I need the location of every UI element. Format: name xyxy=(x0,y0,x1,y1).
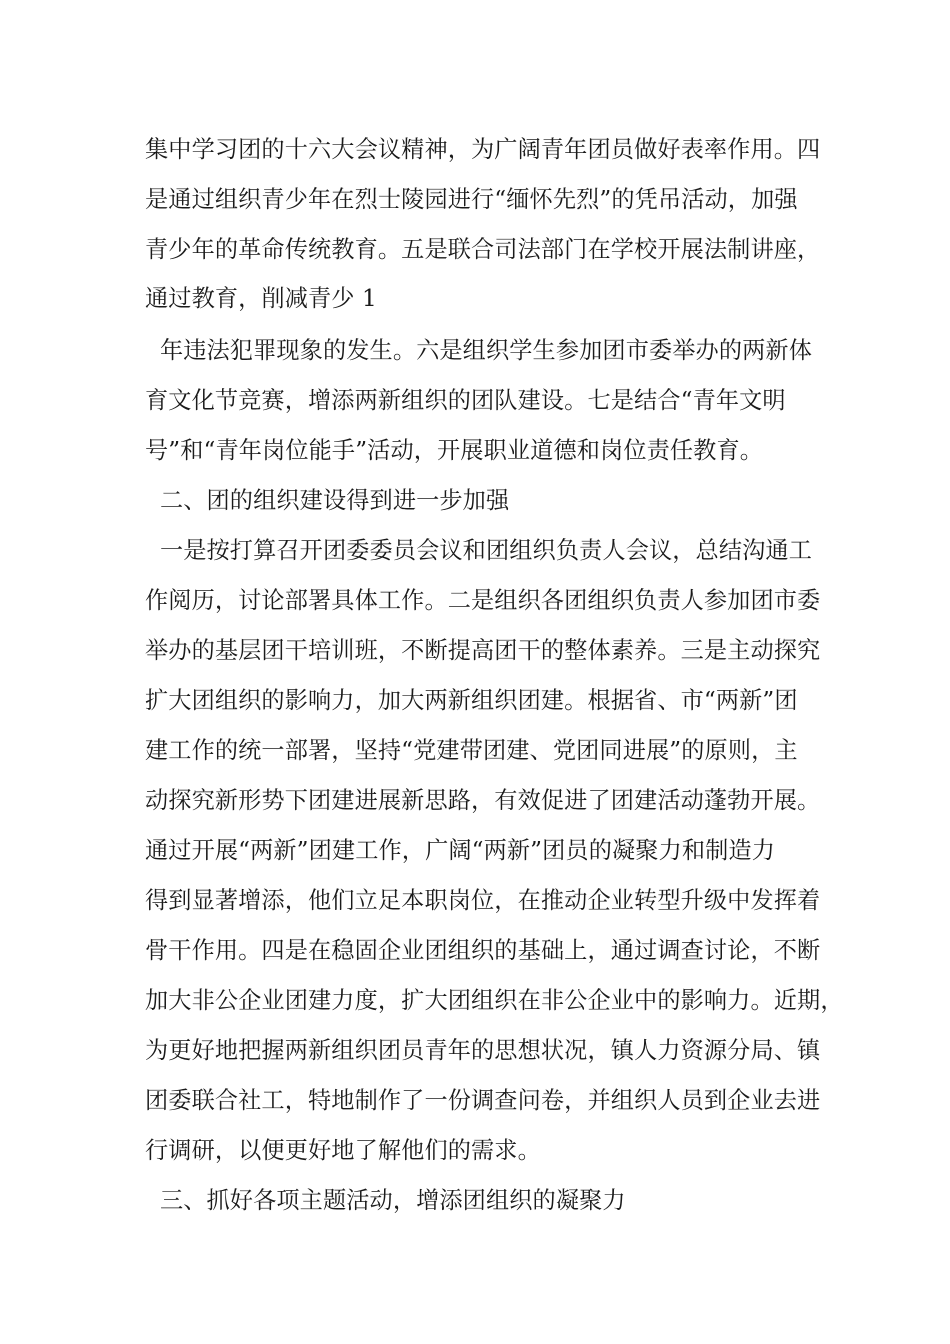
text-line: 骨干作用。四是在稳固企业团组织的基础上，通过调查讨论，不断 xyxy=(145,937,821,964)
text-line: 为更好地把握两新组织团员青年的思想状况，镇人力资源分局、镇 xyxy=(145,1037,821,1064)
text-line: 行调研，以便更好地了解他们的需求。 xyxy=(145,1137,541,1164)
text-line: 号”和“青年岗位能手”活动，开展职业道德和岗位责任教育。 xyxy=(145,437,764,464)
text-line: 扩大团组织的影响力，加大两新组织团建。根据省、市“两新”团 xyxy=(145,687,798,714)
text-line: 得到显著增添，他们立足本职岗位，在推动企业转型升级中发挥着 xyxy=(145,887,821,914)
text-line: 通过教育，削减青少 1 xyxy=(145,285,377,312)
text-line: 年违法犯罪现象的发生。六是组织学生参加团市委举办的两新体 xyxy=(145,337,812,364)
text-line: 集中学习团的十六大会议精神，为广阔青年团员做好表率作用。四 xyxy=(145,136,821,163)
text-line: 一是按打算召开团委委员会议和团组织负责人会议，总结沟通工 xyxy=(145,537,812,564)
text-line: 是通过组织青少年在烈士陵园进行“缅怀先烈”的凭吊活动，加强 xyxy=(145,186,798,213)
text-line: 举办的基层团干培训班，不断提高团干的整体素养。三是主动探究 xyxy=(145,637,821,664)
section-heading: 三、抓好各项主题活动，增添团组织的凝聚力 xyxy=(145,1187,626,1214)
text-line: 育文化节竞赛，增添两新组织的团队建设。七是结合“青年文明 xyxy=(145,387,786,414)
text-line: 建工作的统一部署，坚持“党建带团建、党团同进展”的原则，主 xyxy=(145,737,798,764)
text-line: 青少年的革命传统教育。五是联合司法部门在学校开展法制讲座， xyxy=(145,236,821,263)
text-line: 作阅历，讨论部署具体工作。二是组织各团组织负责人参加团市委 xyxy=(145,587,821,614)
text-line: 通过开展“两新”团建工作，广阔“两新”团员的凝聚力和制造力 xyxy=(145,837,776,864)
text-line: 团委联合社工，特地制作了一份调查问卷，并组织人员到企业去进 xyxy=(145,1087,821,1114)
text-line: 动探究新形势下团建进展新思路，有效促进了团建活动蓬勃开展。 xyxy=(145,787,821,814)
text-line: 加大非公企业团建力度，扩大团组织在非公企业中的影响力。近期， xyxy=(145,987,844,1014)
section-heading: 二、团的组织建设得到进一步加强 xyxy=(145,487,510,514)
